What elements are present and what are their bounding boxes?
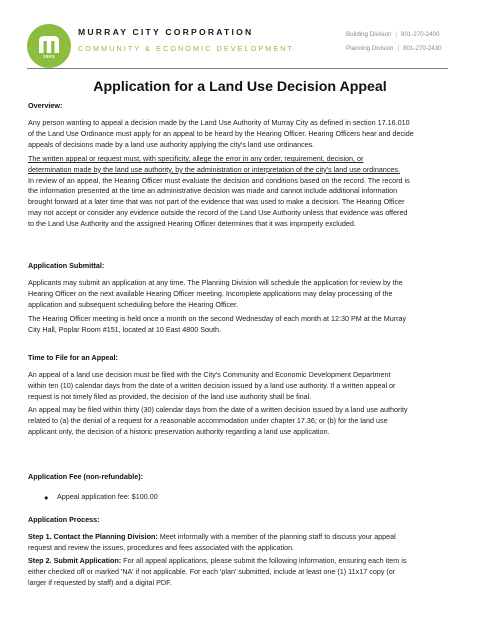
bullet-icon: ● (44, 493, 49, 502)
document-title: Application for a Land Use Decision Appeal (93, 79, 387, 95)
process-heading: Application Process: (28, 515, 100, 524)
org-name: MURRAY CITY CORPORATION (78, 27, 254, 37)
contact-phone: 801-270-2430 (403, 45, 442, 52)
text-line: to the Land Use Authority and the assigned Hearing Officer determines that it was improperly excluded. (28, 218, 356, 228)
overview-paragraph-2 (28, 154, 452, 230)
text-line: application and subsequent scheduling before the Hearing Officer. (28, 299, 239, 309)
text-line: related to (a) the denial of a request for a reasonable accommodation under chapter 17.36; or (b) for the land use (28, 415, 388, 425)
overview-heading: Overview: (28, 101, 63, 110)
text-line: Applicants may submit an application at any time. The Planning Division will schedule the application for review by the (28, 278, 403, 287)
process-step-2 (28, 556, 452, 588)
text-line: An appeal may be filed within thirty (30) calendar days from the date of a written decision issued by a land use authority (28, 405, 408, 414)
text-line: appeals of decisions made by a land use authority applying the city's land use ordinances. (28, 139, 315, 149)
org-department: COMMUNITY & ECONOMIC DEVELOPMENT (78, 44, 295, 53)
step-2-text: For all appeal applications, please submit the following information, ensuring each item is (121, 556, 407, 565)
time-to-file-paragraph-1 (28, 370, 452, 402)
contact-label: Planning Division (346, 45, 394, 52)
murray-city-logo (27, 24, 71, 68)
text-line: of the Land Use Ordinance must apply for an appeal to be heard by the Hearing Officer. Hearing Officers hear and decide (28, 128, 414, 138)
text-line: The Hearing Officer meeting is held once a month on the second Wednesday of each month at 12:30 PM at the Murray (28, 314, 407, 323)
time-to-file-heading: Time to File for an Appeal: (28, 353, 118, 362)
text-line: applicant only, the decision of a historic preservation authority regarding a land use application. (28, 426, 330, 436)
overview-paragraph-1 (28, 118, 452, 150)
text-line-underlined: The written appeal or request must, with specificity, allege the error in any order, requirement, decision, or (28, 154, 364, 163)
logo-m-mark-icon (27, 24, 71, 68)
header-divider (27, 68, 448, 69)
text-line: request and review the issues, procedures and fees associated with the application. (28, 542, 295, 552)
text-line (28, 532, 452, 543)
text-line: City Hall, Poplar Room #151, located at 10 East 4800 South. (28, 324, 221, 334)
submittal-heading: Application Submittal: (28, 261, 105, 270)
text-line: Any person wanting to appeal a decision made by the Land Use Authority of Murray City as defined in section 17.16.010 (28, 118, 410, 127)
contact-separator: | (397, 45, 400, 52)
contact-label: Building Division (346, 31, 392, 38)
text-line: either checked off or marked 'NA' if not applicable. For each 'plan' submitted, include at least one (1) 11x17 copy (or (28, 566, 396, 576)
contact-planning-division (346, 45, 442, 52)
step-1-title: Step 1. Contact the Planning Division: (28, 532, 158, 541)
text-line: Hearing Officer on the next available Hearing Officer meeting. Incomplete applications may delay processing of the (28, 288, 393, 298)
contact-separator: | (395, 31, 398, 38)
text-line-underlined: determination made by the land use authority, by the administration or interpretation of the city's land use ordinances. (28, 164, 401, 174)
step-2-title: Step 2. Submit Application: (28, 556, 122, 565)
logo-year: 1903 (42, 54, 55, 59)
fee-heading: Application Fee (non-refundable): (28, 472, 143, 481)
process-step-1 (28, 532, 452, 554)
text-line: within ten (10) calendar days from the date of a written decision issued by a land use authority. If a written appeal or (28, 380, 396, 390)
text-line: larger if requested by staff) and a digital PDF. (28, 577, 172, 587)
contact-phone: 801-270-2400 (401, 31, 440, 38)
text-line: the information presented at the time an administrative decision was made and cannot include additional information (28, 186, 398, 196)
time-to-file-paragraph-2 (28, 405, 452, 437)
contact-building-division (346, 31, 440, 38)
submittal-paragraph-2 (28, 314, 452, 336)
text-line: An appeal of a land use decision must be filed with the City's Community and Economic Development Department (28, 370, 391, 379)
step-1-text: Meet informally with a member of the planning staff to discuss your appeal (157, 532, 396, 541)
text-line: request is not timely filed as provided, the decision of the land use authority shall be final. (28, 391, 312, 401)
submittal-paragraph-1 (28, 278, 452, 310)
fee-bullet: Appeal application fee: $100.00 (57, 492, 158, 501)
text-line: In review of an appeal, the Hearing Officer must evaluate the decision and conditions based on the record. The record is (28, 175, 410, 185)
text-line: may not accept or consider any evidence outside the record of the Land Use Authority unless that evidence was offered (28, 207, 408, 217)
text-line: brought forward at a later time that was not part of the evidence that was used to make a decision. The Hearing Officer (28, 197, 405, 207)
text-line (28, 556, 452, 567)
